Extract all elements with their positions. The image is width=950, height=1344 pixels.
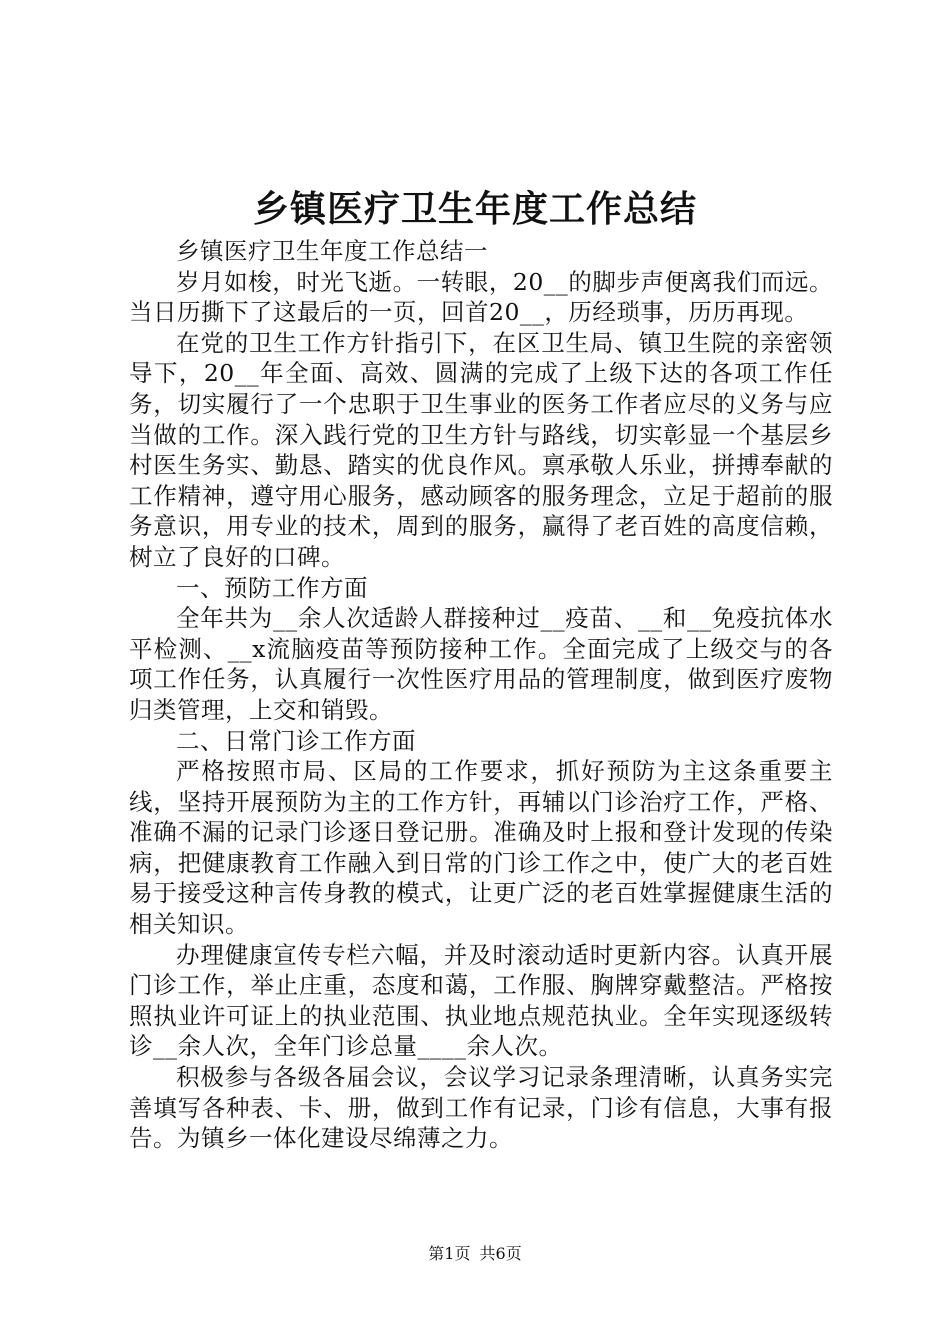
paragraph-publicity: 办理健康宣传专栏六幅，并及时滚动适时更新内容。认真开展门诊工作，举止庄重，态度和蔼，工作服、胸牌穿戴整洁。严格按照执业许可证上的执业范围、执业地点规范执业。全年实现逐级转诊__余人次，全年门诊总量____余人次。 [129,940,833,1061]
document-body [129,236,833,1154]
paragraph-meetings: 积极参与各级各届会议，会议学习记录条理清晰，认真务实完善填写各种表、卡、册，做到工作有记录，门诊有信息，大事有报告。为镇乡一体化建设尽绵薄之力。 [129,1063,833,1153]
paragraph-clinic: 严格按照市局、区局的工作要求，抓好预防为主这条重要主线，坚持开展预防为主的工作方针，再辅以门诊治疗工作，严格、准确不漏的记录门诊逐日登记册。准确及时上报和登计发现的传染病，把健康教育工作融入到日常的门诊工作之中，使广大的老百姓易于接受这种言传身教的模式，让更广泛的老百姓掌握健康生活的相关知识。 [129,757,833,939]
paragraph-prevention: 全年共为__余人次适龄人群接种过__疫苗、__和__免疫抗体水平检测、__x流脑疫苗等预防接种工作。全面完成了上级交与的各项工作任务，认真履行一次性医疗用品的管理制度，做到医疗废物归类管理，上交和销毁。 [129,604,833,724]
section-heading-clinic: 二、日常门诊工作方面 [176,726,416,755]
section-subtitle: 乡镇医疗卫生年度工作总结一 [176,237,488,265]
page-number: 第1页 [428,1244,471,1263]
page-footer [0,1243,950,1265]
paragraph-overview: 在党的卫生工作方针指引下，在区卫生局、镇卫生院的亲密领导下，20__年全面、高效、圆满的完成了上级下达的各项工作任务，切实履行了一个忠职于卫生事业的医务工作者应尽的义务与应当做的工作。深入践行党的卫生方针与路线，切实彰显一个基层乡村医生务实、勤恳、踏实的优良作风。禀承敬人乐业，拼搏奉献的工作精神，遵守用心服务，感动顾客的服务理念，立足于超前的服务意识，用专业的技术，周到的服务，赢得了老百姓的高度信赖，树立了良好的口碑。 [129,328,833,571]
document-title: 乡镇医疗卫生年度工作总结 [252,188,697,230]
paragraph-intro: 岁月如梭，时光飞逝。一转眼，20__的脚步声便离我们而远。当日历撕下了这最后的一页，回首20__，历经琐事，历历再现。 [129,267,833,327]
page-total: 共6页 [479,1244,522,1263]
section-heading-prevention: 一、预防工作方面 [176,573,368,602]
